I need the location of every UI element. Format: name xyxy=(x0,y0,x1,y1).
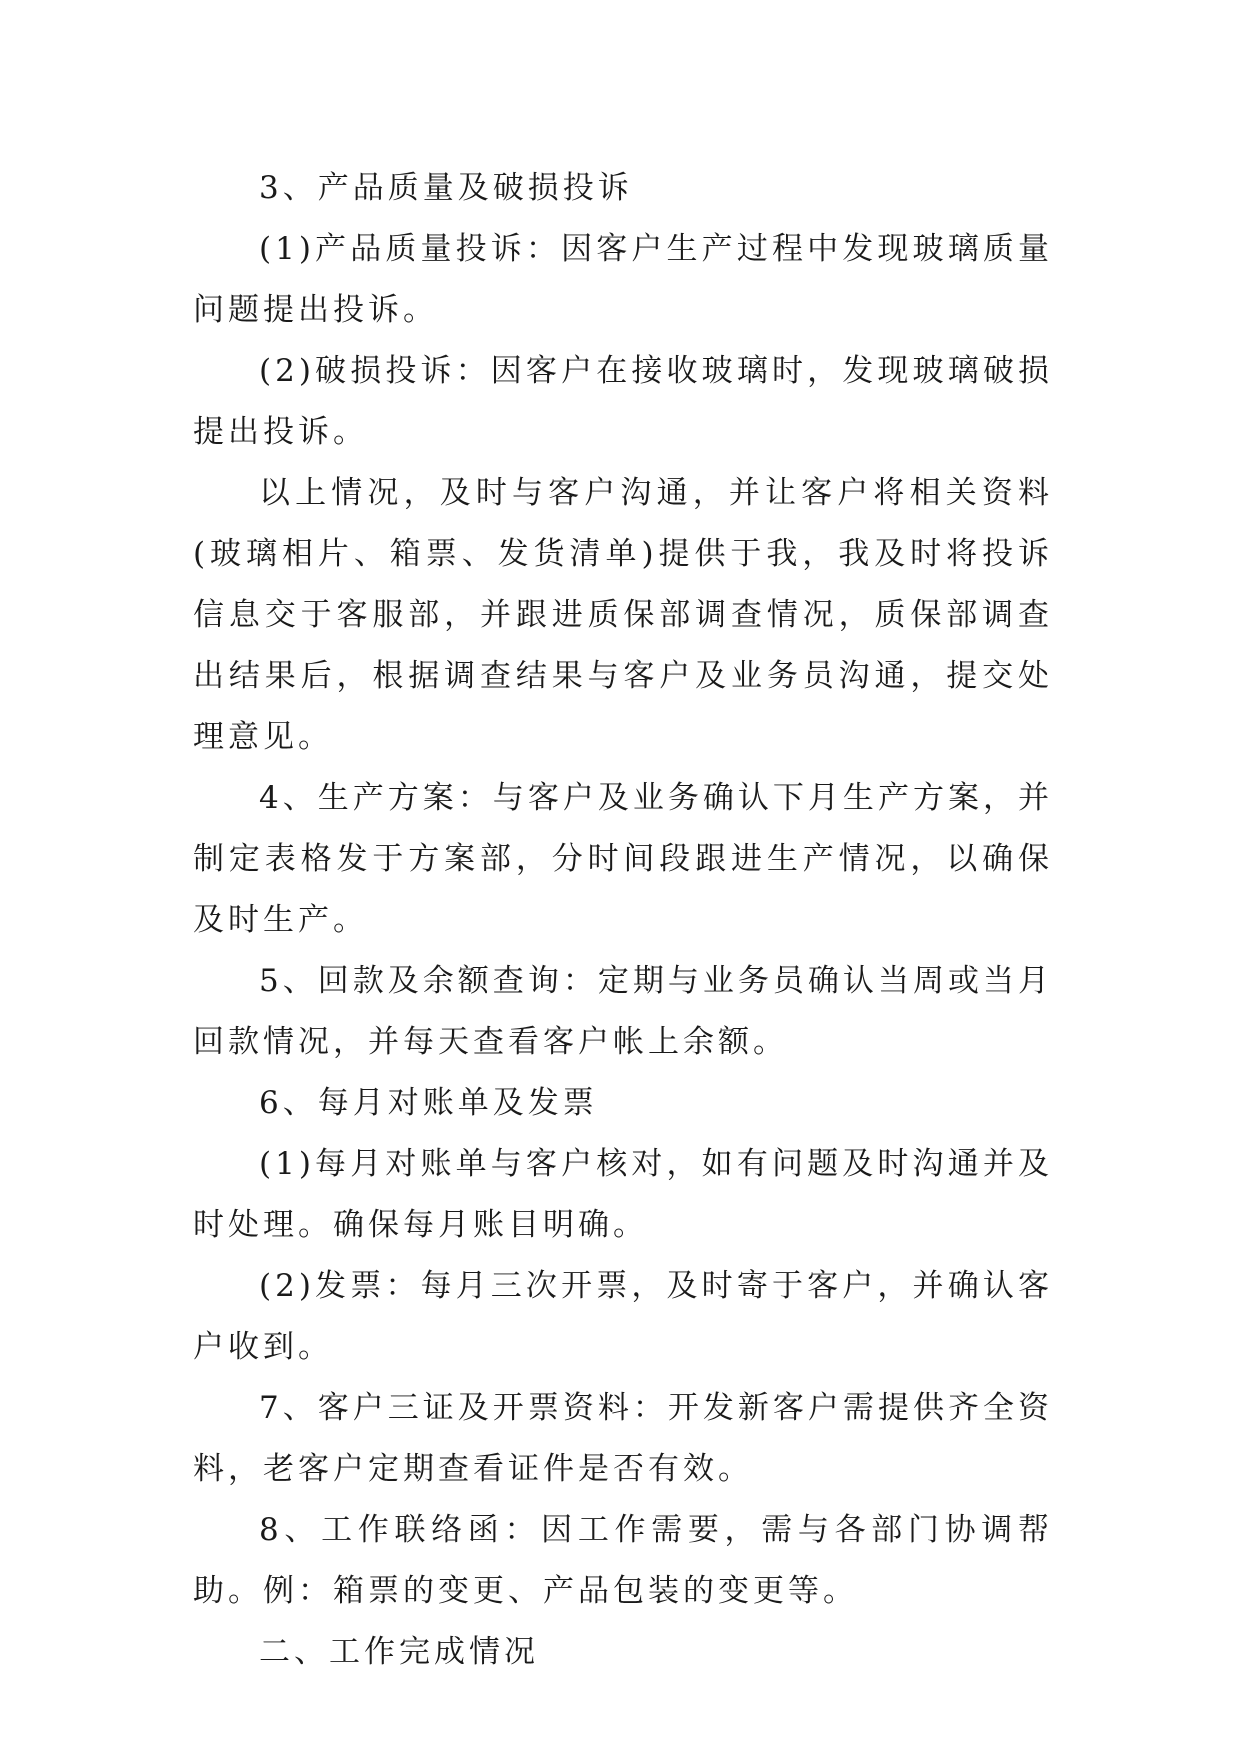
paragraph-work-contact-letter: 8、工作联络函：因工作需要，需与各部门协调帮助。例：箱票的变更、产品包装的变更等。 xyxy=(193,1512,1053,1609)
paragraph-quality-complaint: (1)产品质量投诉：因客户生产过程中发现玻璃质量问题提出投诉。 xyxy=(193,231,1053,328)
paragraph-invoices: (2)发票：每月三次开票，及时寄于客户，并确认客户收到。 xyxy=(193,1268,1053,1365)
paragraph-complaint-handling: 以上情况，及时与客户沟通，并让客户将相关资料(玻璃相片、箱票、发货清单)提供于我，我及时将投诉信息交于客服部，并跟进质保部调查情况，质保部调查出结果后，根据调查结果与客户及业务员沟通，提交处理意见。 xyxy=(193,475,1053,755)
heading-product-quality-complaints: 3、产品质量及破损投诉 xyxy=(259,170,633,206)
paragraph-customer-certificates: 7、客户三证及开票资料：开发新客户需提供齐全资料，老客户定期查看证件是否有效。 xyxy=(193,1390,1053,1487)
paragraph-payment-balance: 5、回款及余额查询：定期与业务员确认当周或当月回款情况，并每天查看客户帐上余额。 xyxy=(193,963,1053,1060)
heading-statements-invoices: 6、每月对账单及发票 xyxy=(259,1085,598,1121)
document-body xyxy=(193,158,1053,1683)
paragraph-monthly-statement: (1)每月对账单与客户核对，如有问题及时沟通并及时处理。确保每月账目明确。 xyxy=(193,1146,1053,1243)
paragraph-production-plan: 4、生产方案：与客户及业务确认下月生产方案，并制定表格发于方案部，分时间段跟进生产情况，以确保及时生产。 xyxy=(193,780,1053,938)
paragraph-damage-complaint: (2)破损投诉：因客户在接收玻璃时，发现玻璃破损提出投诉。 xyxy=(193,353,1053,450)
heading-work-completion: 二、工作完成情况 xyxy=(259,1634,539,1670)
